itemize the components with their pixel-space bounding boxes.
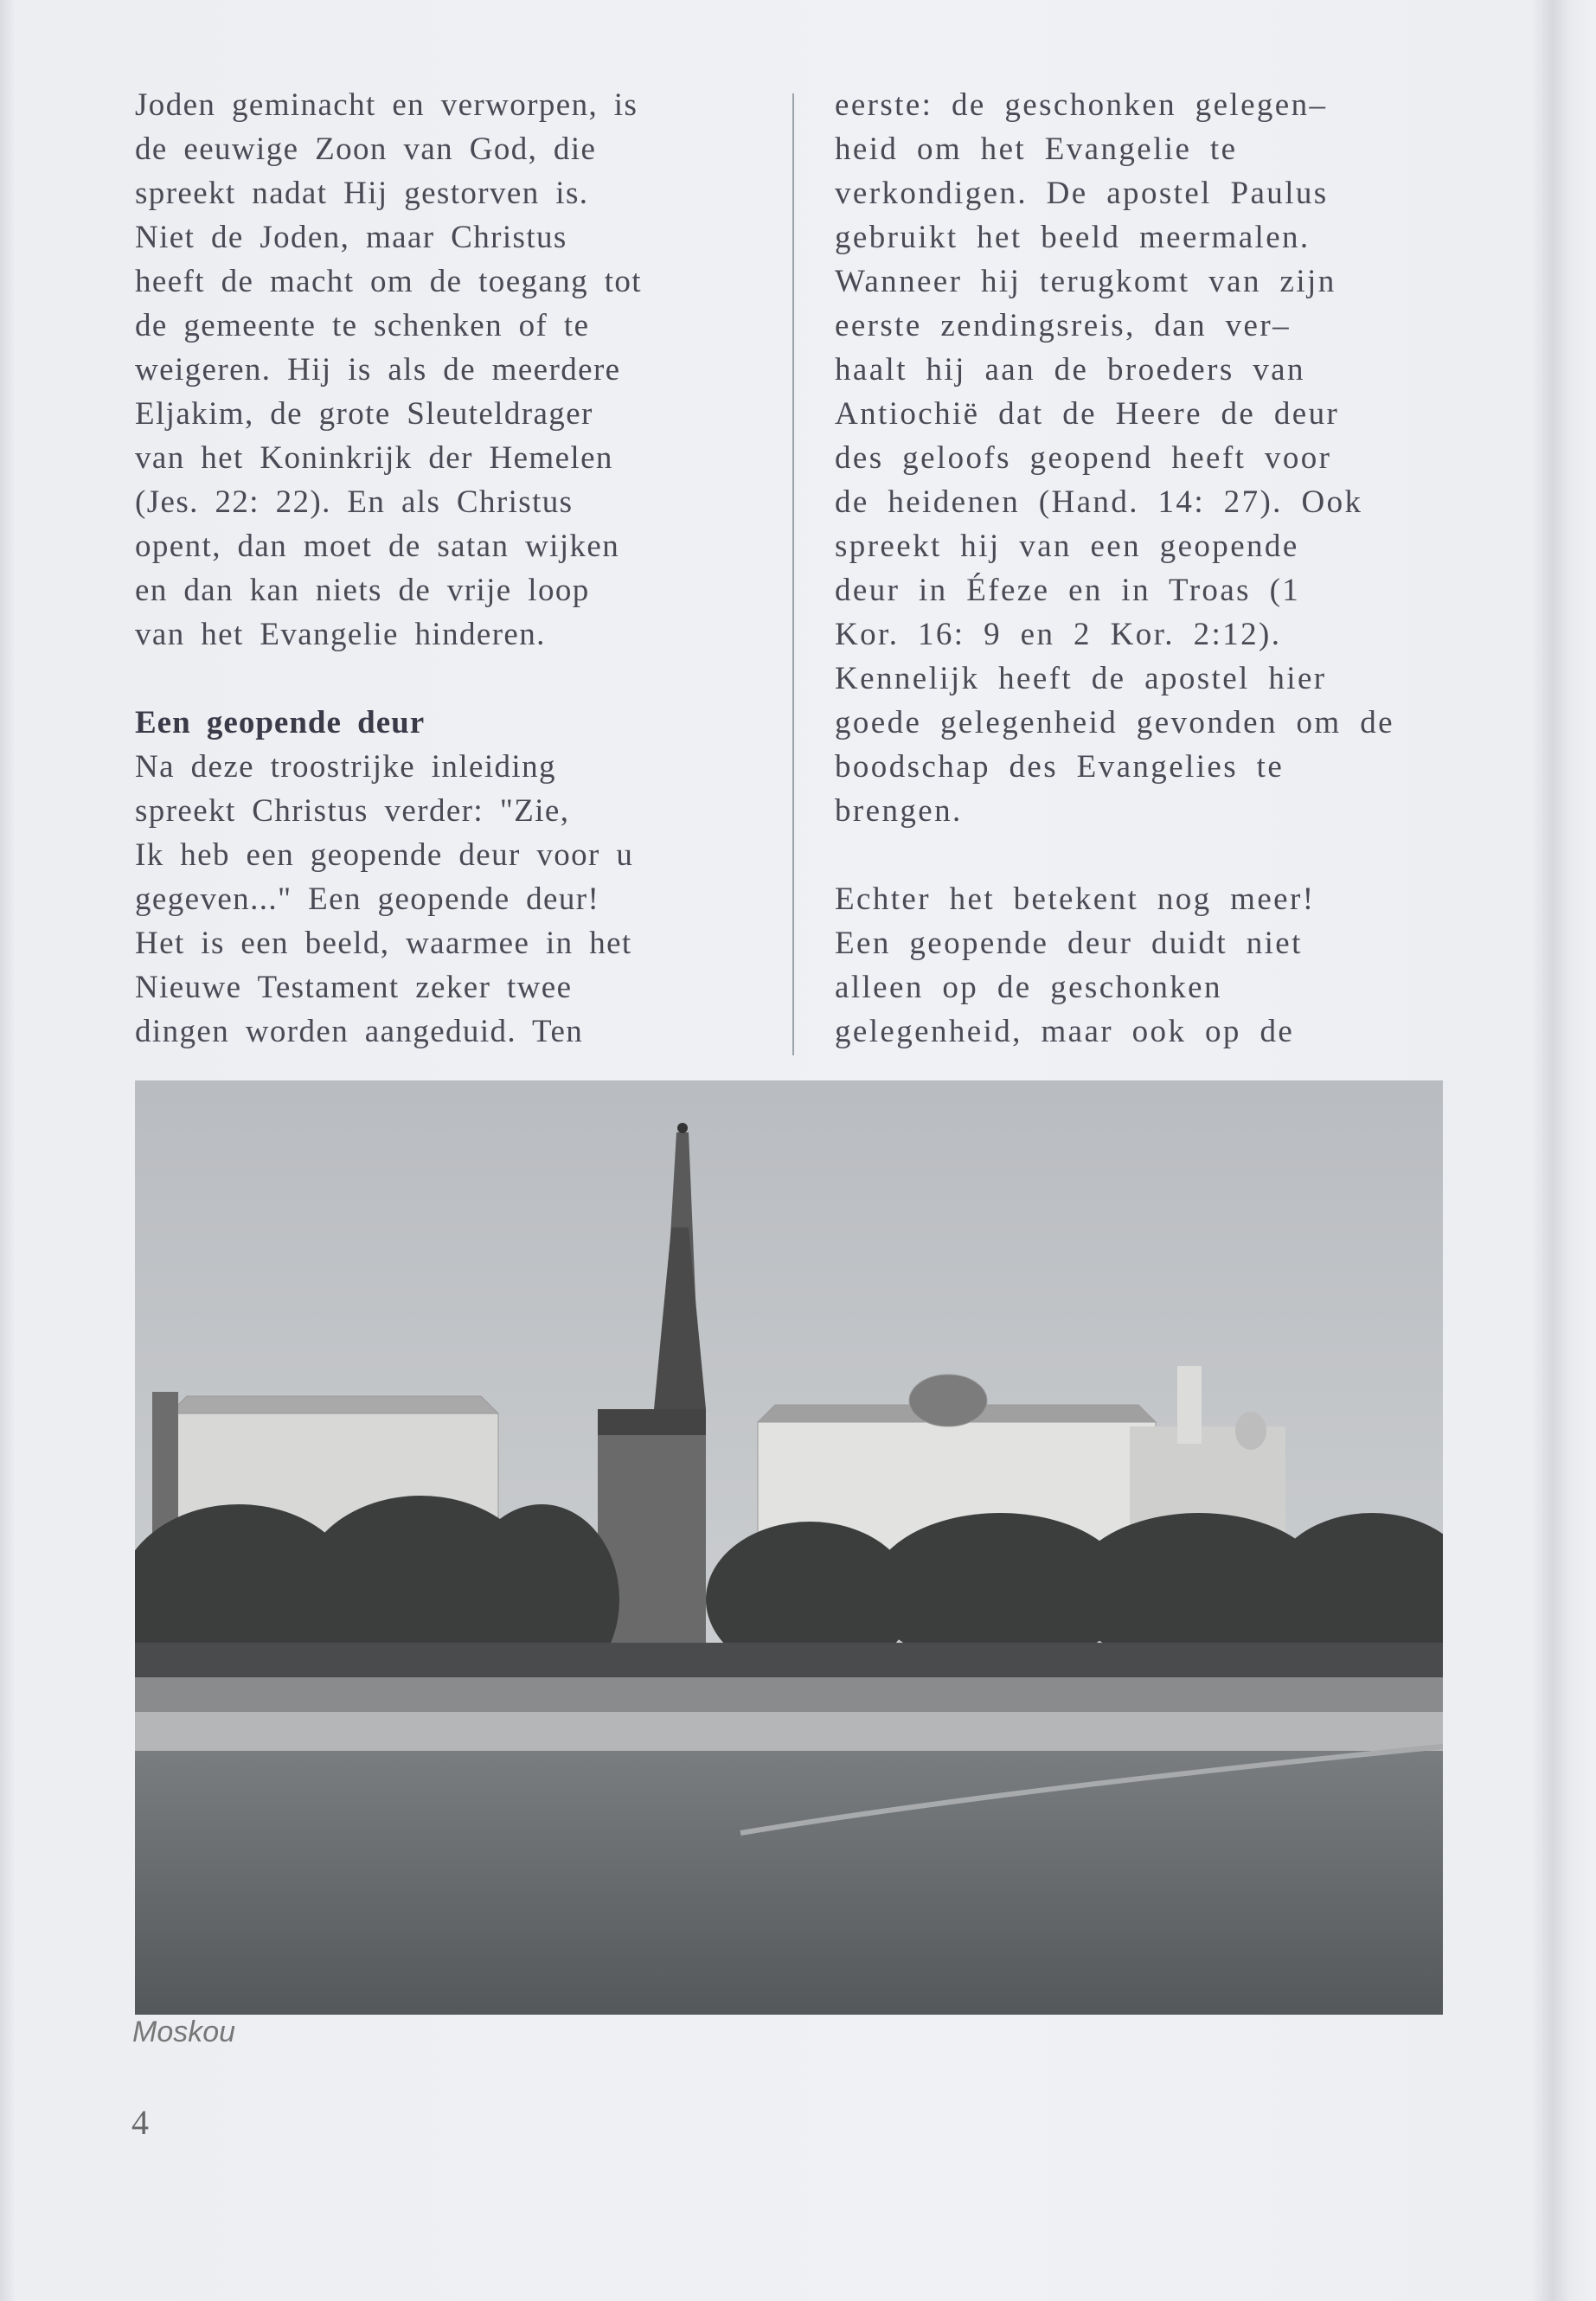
text-line: boodschap des Evangelies te	[835, 749, 1285, 785]
text-line: alleen op de geschonken	[835, 970, 1222, 1005]
text-line: Het is een beeld, waarmee in het	[135, 926, 632, 961]
text-line: (Jes. 22: 22). En als Christus	[135, 484, 574, 520]
paragraph	[835, 877, 1492, 1054]
text-line: Wanneer hij terugkomt van zijn	[835, 264, 1336, 299]
text-line: weigeren. Hij is als de meerdere	[135, 352, 621, 388]
text-line: heid om het Evangelie te	[835, 131, 1238, 167]
text-line: haalt hij aan de broeders van	[835, 352, 1305, 388]
left-column	[135, 83, 779, 1054]
text-line: Ik heb een geopende deur voor u	[135, 837, 634, 873]
section-heading: Een geopende deur	[135, 705, 426, 740]
text-line: opent, dan moet de satan wijken	[135, 529, 620, 564]
moscow-kremlin-photo	[135, 1080, 1443, 2015]
text-line: van het Evangelie hinderen.	[135, 617, 546, 652]
paragraph	[135, 745, 779, 1054]
text-line: verkondigen. De apostel Paulus	[835, 176, 1329, 211]
text-line: Joden geminacht en verworpen, is	[135, 87, 638, 123]
text-line: Antiochië dat de Heere de deur	[835, 396, 1340, 432]
right-column	[835, 83, 1492, 1054]
text-line: de eeuwige Zoon van God, die	[135, 131, 597, 167]
page-number: 4	[131, 2103, 149, 2142]
text-line: Eljakim, de grote Sleuteldrager	[135, 396, 593, 432]
text-line: Kennelijk heeft de apostel hier	[835, 661, 1327, 696]
text-line: des geloofs geopend heeft voor	[835, 440, 1332, 476]
text-line: deur in Éfeze en in Troas (1	[835, 573, 1301, 608]
text-line: eerste: de geschonken gelegen–	[835, 87, 1328, 123]
text-line: gegeven..." Een geopende deur!	[135, 881, 600, 917]
text-line: brengen.	[835, 793, 963, 829]
photo-caption: Moskou	[132, 2016, 236, 2048]
text-line: Echter het betekent nog meer!	[835, 881, 1316, 917]
text-line: spreekt Christus verder: "Zie,	[135, 793, 570, 829]
text-line: gebruikt het beeld meermalen.	[835, 220, 1311, 255]
text-line: Een geopende deur duidt niet	[835, 926, 1303, 961]
text-line: en dan kan niets de vrije loop	[135, 573, 590, 608]
text-line: Nieuwe Testament zeker twee	[135, 970, 573, 1005]
text-line: Niet de Joden, maar Christus	[135, 220, 567, 255]
column-divider	[792, 93, 794, 1055]
text-line: heeft de macht om de toegang tot	[135, 264, 642, 299]
text-line: Kor. 16: 9 en 2 Kor. 2:12).	[835, 617, 1282, 652]
text-line: van het Koninkrijk der Hemelen	[135, 440, 613, 476]
paragraph	[835, 83, 1492, 833]
text-line: spreekt nadat Hij gestorven is.	[135, 176, 589, 211]
text-line: spreekt hij van een geopende	[835, 529, 1299, 564]
text-line: de heidenen (Hand. 14: 27). Ook	[835, 484, 1363, 520]
text-line: Na deze troostrijke inleiding	[135, 749, 556, 785]
text-line: eerste zendingsreis, dan ver–	[835, 308, 1291, 343]
text-line: dingen worden aangeduid. Ten	[135, 1014, 584, 1049]
paragraph	[135, 83, 779, 657]
text-line: de gemeente te schenken of te	[135, 308, 590, 343]
text-line: goede gelegenheid gevonden om de	[835, 705, 1394, 740]
text-line: gelegenheid, maar ook op de	[835, 1014, 1295, 1049]
